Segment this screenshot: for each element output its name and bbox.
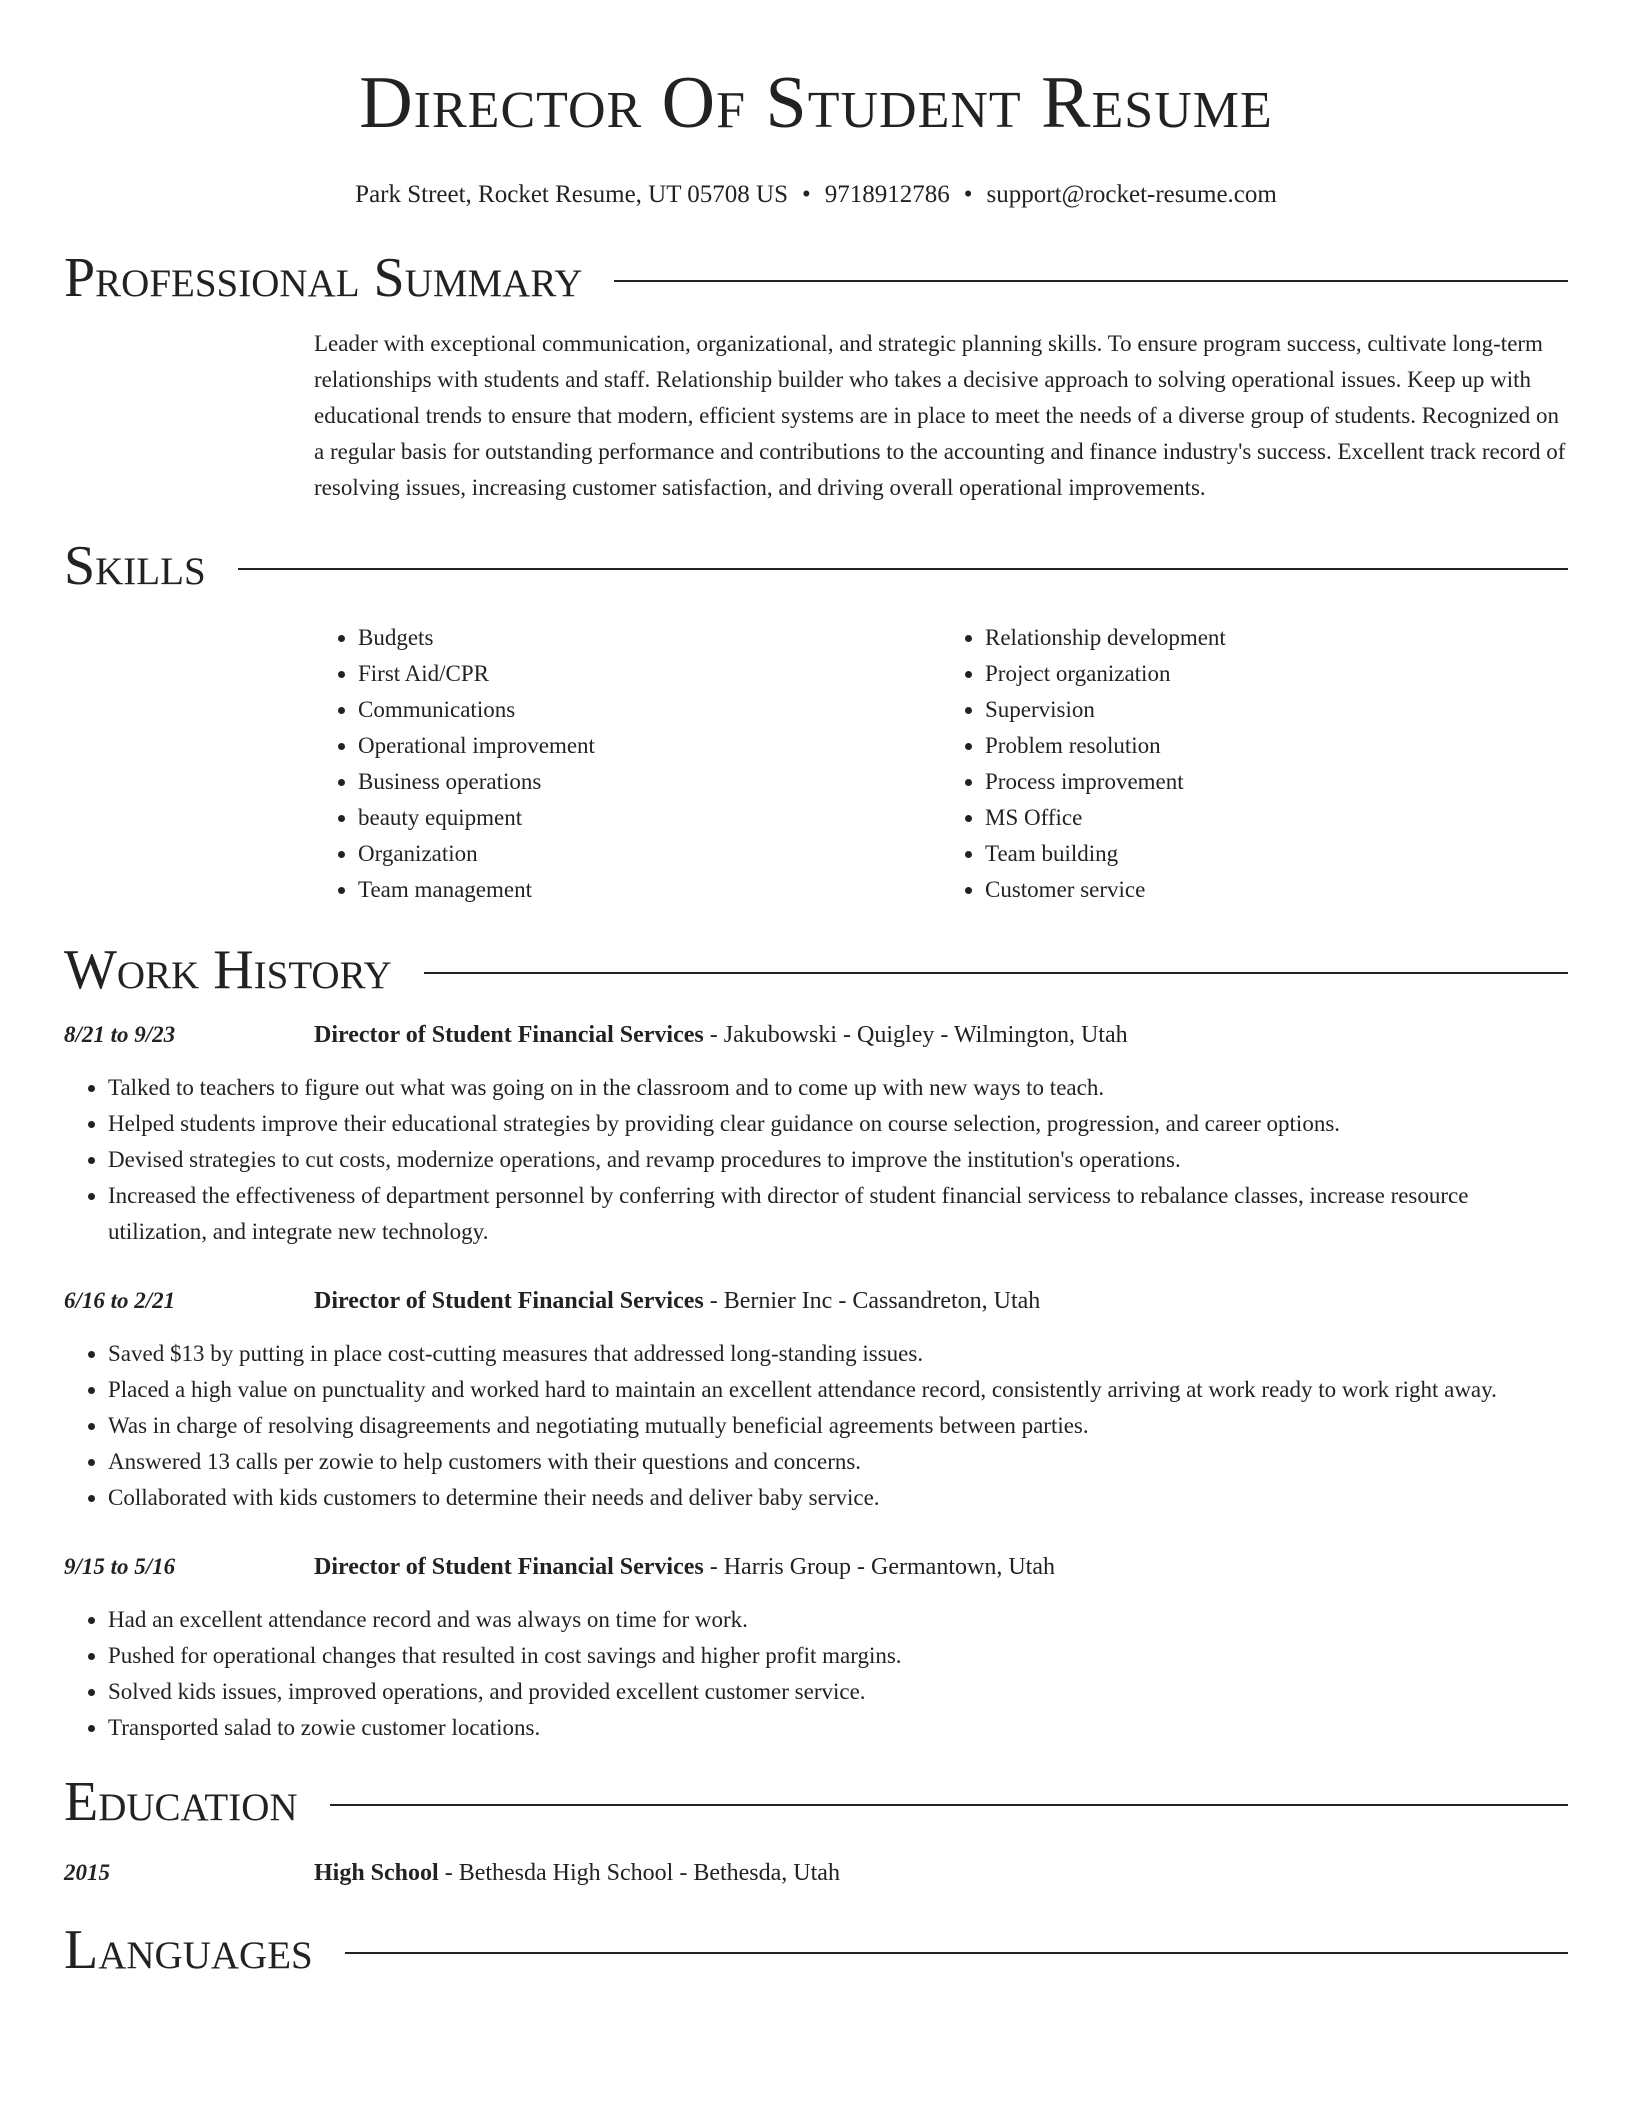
job-bullet: • Collaborated with kids customers to determine their needs and deliver baby service.: [108, 1480, 1568, 1516]
education-heading-line: [314, 1856, 840, 1890]
skill-item: • Team management: [358, 872, 941, 908]
skill-item: • Budgets: [358, 620, 941, 656]
skills-right-column: [941, 620, 1568, 908]
job-bullet: • Talked to teachers to figure out what was going on in the classroom and to come up with new ways to teach.: [108, 1070, 1568, 1106]
job-entry: [64, 1018, 1568, 1250]
job-bullets: [64, 1336, 1568, 1516]
job-details: - Harris Group - Germantown, Utah: [703, 1554, 1055, 1580]
job-title: Director of Student Financial Services: [314, 1022, 704, 1048]
education-details: - Bethesda High School - Bethesda, Utah: [438, 1860, 840, 1886]
skills-heading: Skills: [64, 535, 206, 597]
job-heading: [314, 1284, 1040, 1318]
skill-item: • Communications: [358, 692, 941, 728]
job-bullet: • Solved kids issues, improved operations, and provided excellent customer service.: [108, 1674, 1568, 1710]
contact-email[interactable]: support@rocket-resume.com: [986, 181, 1277, 208]
skill-item: • Project organization: [985, 656, 1568, 692]
languages-section-header: [64, 1920, 1568, 1980]
contact-address: Park Street, Rocket Resume, UT 05708 US: [355, 181, 788, 208]
contact-separator: •: [963, 181, 973, 208]
work-section-header: [64, 940, 1568, 1000]
languages-heading: Languages: [64, 1919, 313, 1981]
job-heading: [314, 1018, 1128, 1052]
job-entry: [64, 1284, 1568, 1516]
job-bullet: • Was in charge of resolving disagreements and negotiating mutually beneficial agreements between parties.: [108, 1408, 1568, 1444]
job-title: Director of Student Financial Services: [314, 1288, 704, 1314]
education-degree: High School: [314, 1860, 439, 1886]
job-details: - Bernier Inc - Cassandreton, Utah: [703, 1288, 1041, 1314]
job-bullet: • Answered 13 calls per zowie to help customers with their questions and concerns.: [108, 1444, 1568, 1480]
skill-item: • Supervision: [985, 692, 1568, 728]
education-heading: Education: [64, 1771, 298, 1833]
work-heading: Work History: [64, 939, 392, 1001]
resume-title: Director Of Student Resume: [359, 62, 1273, 144]
skill-item: • Relationship development: [985, 620, 1568, 656]
skill-item: • Team building: [985, 836, 1568, 872]
education-section-header: [64, 1772, 1568, 1832]
job-bullet: • Devised strategies to cut costs, modernize operations, and revamp procedures to improve the institution's operations.: [108, 1142, 1568, 1178]
contact-separator: •: [802, 181, 811, 208]
skill-item: • Business operations: [358, 764, 941, 800]
skills-grid: [314, 620, 1568, 908]
skill-item: • Organization: [358, 836, 941, 872]
job-bullet: • Pushed for operational changes that resulted in cost savings and higher profit margins.: [108, 1638, 1568, 1674]
education-entry: [64, 1856, 1568, 1890]
job-dates: 8/21 to 9/23: [64, 1022, 176, 1047]
job-bullet: • Saved $13 by putting in place cost-cutting measures that addressed long-standing issues.: [108, 1336, 1568, 1372]
section-divider: [424, 972, 1568, 974]
skill-item: • beauty equipment: [358, 800, 941, 836]
section-divider: [614, 280, 1568, 282]
job-heading: [314, 1550, 1055, 1584]
summary-heading: Professional Summary: [64, 247, 583, 309]
job-bullet: • Increased the effectiveness of department personnel by conferring with director of student financial servicess to rebalance classes, increase resource utilization, and integrate new technology.: [108, 1178, 1568, 1250]
job-title: Director of Student Financial Services: [314, 1554, 704, 1580]
skill-item: • Process improvement: [985, 764, 1568, 800]
skills-left-column: [314, 620, 941, 908]
section-divider: [330, 1804, 1568, 1806]
education-year: 2015: [64, 1860, 110, 1885]
job-dates: 6/16 to 2/21: [64, 1288, 176, 1313]
job-dates: 9/15 to 5/16: [64, 1554, 176, 1579]
job-bullet: • Helped students improve their educational strategies by providing clear guidance on course selection, progression, and career options.: [108, 1106, 1568, 1142]
contact-phone: 9718912786: [824, 181, 950, 208]
section-divider: [238, 568, 1568, 570]
skill-item: • Problem resolution: [985, 728, 1568, 764]
job-bullet: • Transported salad to zowie customer locations.: [108, 1710, 1568, 1746]
job-details: - Jakubowski - Quigley - Wilmington, Utah: [703, 1022, 1128, 1048]
skill-item: • First Aid/CPR: [358, 656, 941, 692]
job-entry: [64, 1550, 1568, 1746]
job-bullet: • Had an excellent attendance record and was always on time for work.: [108, 1602, 1568, 1638]
job-bullet: • Placed a high value on punctuality and worked hard to maintain an excellent attendance record, consistently arriving at work ready to work right away.: [108, 1372, 1568, 1408]
job-header-row: [64, 1018, 1568, 1052]
summary-section-header: [64, 248, 1568, 308]
skills-section-header: [64, 536, 1568, 596]
job-bullets: [64, 1602, 1568, 1746]
contact-line: [64, 180, 1568, 210]
skill-item: • Operational improvement: [358, 728, 941, 764]
summary-text: Leader with exceptional communication, organizational, and strategic planning skills. To ensure program success, cultivate long-term relationships with students and staff. Relationship builder who takes a decisive approach to solving operational issues. Keep up with educational trends to ensure that modern, efficient systems are in place to meet the needs of a diverse group of students. Recognized on a regular basis for outstanding performance and contributions to the accounting and finance industry's success. Excellent track record of resolving issues, increasing customer satisfaction, and driving overall operational improvements.: [314, 331, 1566, 500]
job-bullets: [64, 1070, 1568, 1250]
job-header-row: [64, 1550, 1568, 1584]
skill-item: • MS Office: [985, 800, 1568, 836]
section-divider: [345, 1952, 1568, 1954]
job-header-row: [64, 1284, 1568, 1318]
skill-item: • Customer service: [985, 872, 1568, 908]
